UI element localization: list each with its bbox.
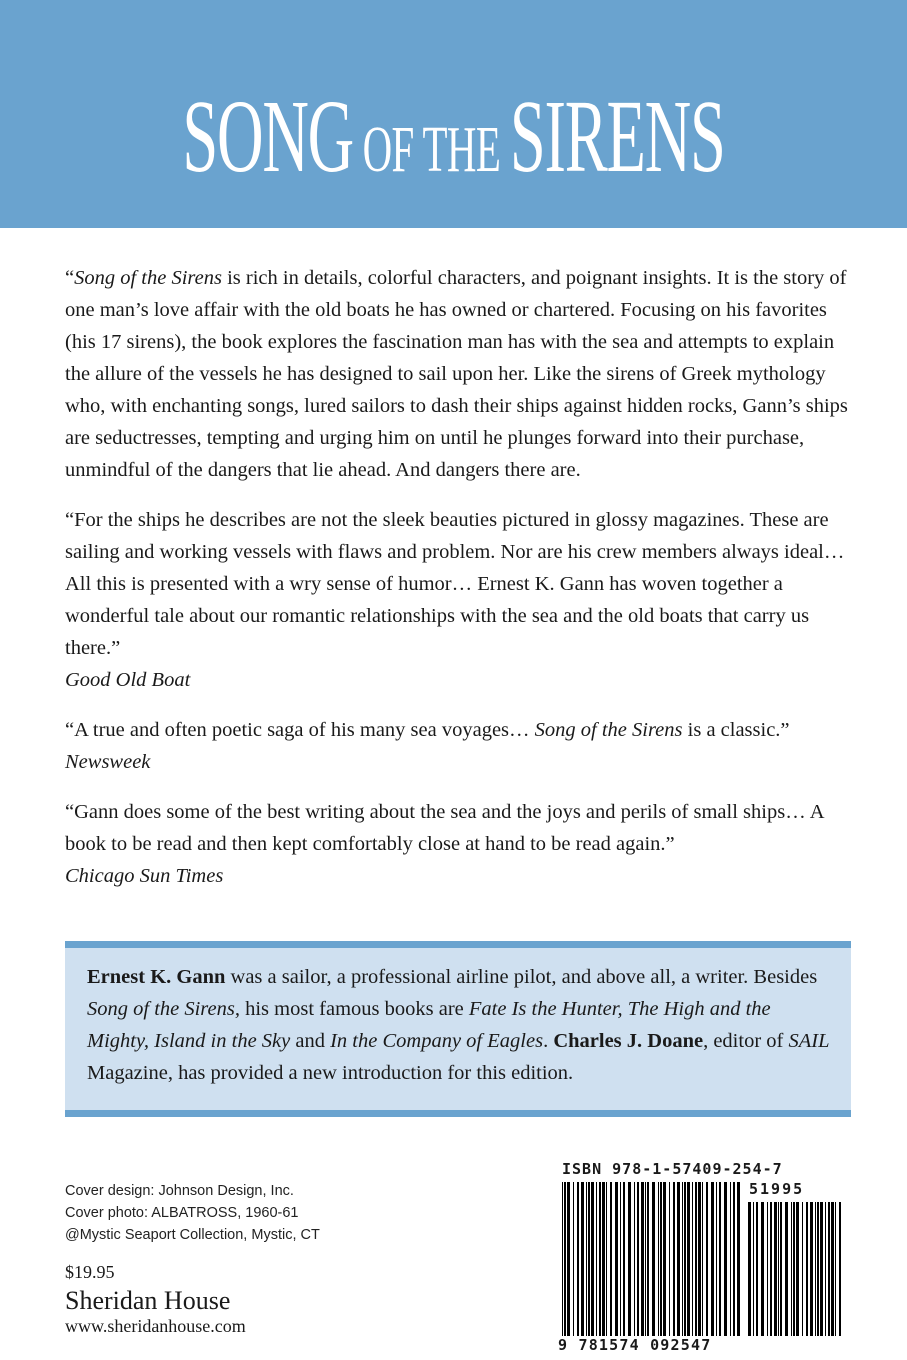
barcode-bar — [780, 1202, 782, 1336]
blurb-4-source: Chicago Sun Times — [65, 865, 224, 887]
barcode-bar — [591, 1182, 594, 1336]
barcode-bar — [737, 1182, 740, 1336]
barcode-bar — [711, 1182, 714, 1336]
barcode-bar — [669, 1182, 670, 1336]
barcode-bar — [785, 1202, 788, 1336]
barcode-bar — [793, 1202, 795, 1336]
barcode-bar — [796, 1202, 799, 1336]
barcode-bar — [606, 1182, 607, 1336]
barcode-bar — [716, 1182, 717, 1336]
barcode-bar — [596, 1182, 597, 1336]
blurb-3: “A true and often poetic saga of his many sea voyages… Song of the Sirens is a classic.” Newsweek — [65, 714, 851, 778]
barcode-bar — [573, 1182, 574, 1336]
barcode-bar — [692, 1182, 693, 1336]
barcode-bar — [645, 1182, 646, 1336]
author-bio: Ernest K. Gann was a sailor, a professional airline pilot, and above all, a writer. Besides Song of the Sirens, his most famous books are Fate Is the Hunter, The High and the Mighty, Island in the Sky and In the Company of Eagles. Charles J. Doane, editor of SAIL Magazine, has provided a new introduction for this edition. — [87, 966, 830, 1084]
barcode-bar — [658, 1182, 659, 1336]
barcode-bar — [828, 1202, 830, 1336]
barcode-bar — [581, 1182, 584, 1336]
book-title: SONG OF THE SIRENS — [182, 79, 725, 194]
barcode-bar — [652, 1182, 655, 1336]
barcode-bar — [806, 1202, 808, 1336]
isbn-label: ISBN 978-1-57409-254-7 — [562, 1160, 783, 1178]
blurb-4: “Gann does some of the best writing about the sea and the joys and perils of small ships… A book to be read and then kept comfortably close at hand to be read again.” Chicago Sun Times — [65, 796, 851, 892]
barcode-bar — [628, 1182, 631, 1336]
barcode-bar — [586, 1182, 587, 1336]
barcode-bar — [802, 1202, 803, 1336]
barcode-bar — [588, 1182, 590, 1336]
price-code: 51995 — [749, 1180, 805, 1198]
barcode-bar — [599, 1182, 601, 1336]
barcode-bar — [724, 1182, 727, 1336]
barcode-bar — [791, 1202, 792, 1336]
barcode-bar — [730, 1182, 731, 1336]
barcode-bar — [820, 1202, 823, 1336]
barcode-bar — [673, 1182, 675, 1336]
barcode-bar — [620, 1182, 621, 1336]
barcode-bar — [702, 1182, 703, 1336]
barcode-bar — [756, 1202, 758, 1336]
review-blurbs — [65, 262, 851, 910]
barcode-bar — [810, 1202, 813, 1336]
barcode-bar — [778, 1202, 779, 1336]
barcode-bar — [602, 1182, 605, 1336]
barcode-bar — [831, 1202, 834, 1336]
barcode-bar — [774, 1202, 777, 1336]
barcode-bar — [815, 1202, 816, 1336]
barcode-bar — [761, 1202, 764, 1336]
price: $19.95 — [65, 1262, 115, 1282]
barcode-bar — [695, 1182, 697, 1336]
barcode-bar — [770, 1202, 772, 1336]
barcode-bar — [706, 1182, 708, 1336]
barcode-bar — [615, 1182, 618, 1336]
barcode-bar — [682, 1182, 683, 1336]
barcode-bar — [753, 1202, 754, 1336]
barcode-bar — [748, 1202, 751, 1336]
blurb-1: “Song of the Sirens is rich in details, colorful characters, and poignant insights. It is the story of one man’s love affair with the old boats he has owned or chartered. Focusing on his favorites (his 17 sirens), the book explores the fascination man has with the sea and attempts to explain the allure of the vessels he has designed to sail upon her. Like the sirens of Greek mythology who, with enchanting songs, lured sailors to dash their ships against hidden rocks, Gann’s ships are seductresses, tempting and urging him on until he plunges forward into their purchase, unmindful of the dangers that lie ahead. And dangers there are. — [65, 267, 848, 481]
barcode-digits: 9 781574 092547 — [558, 1336, 712, 1354]
barcode-bar — [564, 1182, 566, 1336]
barcode-bar — [839, 1202, 841, 1336]
barcode-bar — [719, 1182, 721, 1336]
barcode-bar — [835, 1202, 836, 1336]
author-bio-box — [65, 941, 851, 1117]
publisher-website: www.sheridanhouse.com — [65, 1316, 246, 1336]
barcode-bar — [623, 1182, 625, 1336]
blurb-2-source: Good Old Boat — [65, 669, 191, 691]
barcode-bar — [577, 1182, 579, 1336]
barcode-bar — [663, 1182, 666, 1336]
barcode-bar — [687, 1182, 690, 1336]
barcode-bar — [733, 1182, 735, 1336]
barcode-bars — [556, 1158, 856, 1358]
barcode-bar — [698, 1182, 701, 1336]
barcode-bar — [825, 1202, 826, 1336]
barcode-bar — [610, 1182, 612, 1336]
blurb-2: “For the ships he describes are not the sleek beauties pictured in glossy magazines. These are sailing and working vessels with flaws and problem. Nor are his crew members always ideal… All this is presented with a wry sense of humor… Ernest K. Gann has woven together a wonderful tale about our romantic relationships with the sea and the old boats that carry us there.” Good Old Boat — [65, 504, 851, 696]
publisher-name: Sheridan House — [65, 1286, 231, 1315]
blurb-3-source: Newsweek — [65, 751, 151, 773]
barcode-bar — [641, 1182, 644, 1336]
barcode-bar — [660, 1182, 662, 1336]
header-band — [0, 0, 907, 228]
barcode-bar — [767, 1202, 768, 1336]
cover-credits: Cover design: Johnson Design, Inc. Cover photo: ALBATROSS, 1960-61 @Mystic Seaport Collection, Mystic, CT — [65, 1183, 320, 1243]
barcode-bar — [637, 1182, 639, 1336]
barcode-bar — [817, 1202, 819, 1336]
barcode-bar — [677, 1182, 680, 1336]
barcode-bar — [684, 1182, 686, 1336]
barcode-bar — [567, 1182, 570, 1336]
isbn-barcode — [556, 1158, 856, 1358]
barcode-bar — [647, 1182, 649, 1336]
barcode-bar — [562, 1182, 563, 1336]
barcode-bar — [634, 1182, 635, 1336]
